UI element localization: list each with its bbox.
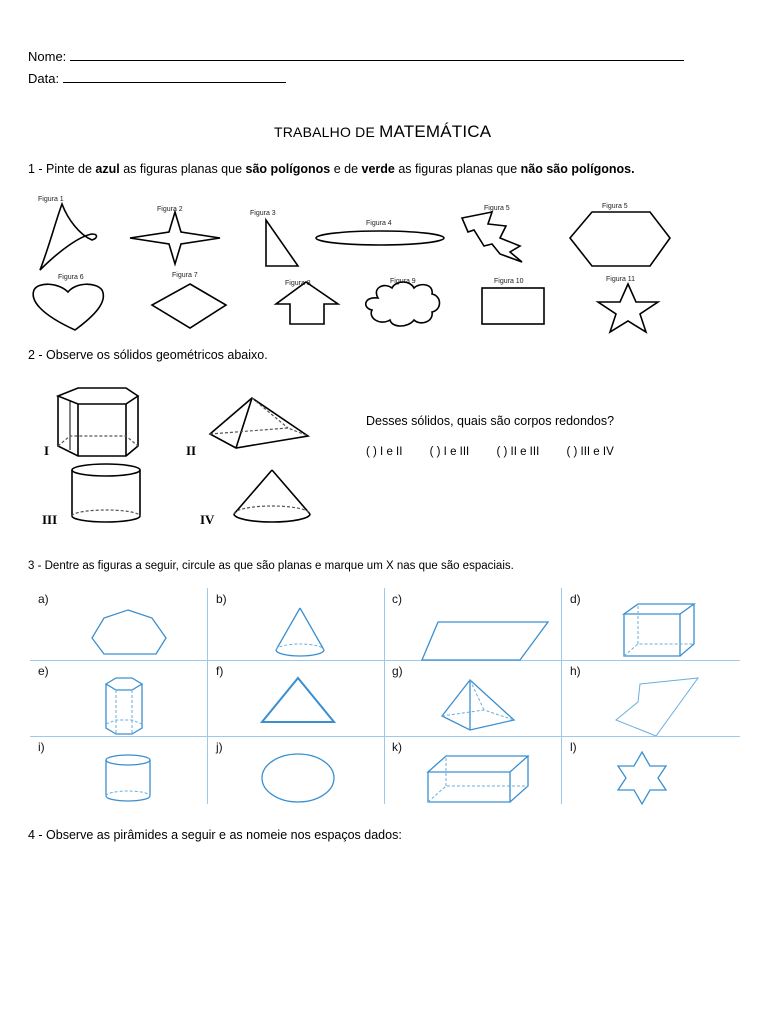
q1-text-4: as figuras planas que [394, 162, 521, 176]
cell-label-k: k) [392, 740, 402, 754]
figure-6-label-top: Figura 5 [602, 203, 628, 210]
figure-10-label: Figura 10 [494, 278, 524, 285]
figure-4-shape [316, 231, 444, 245]
figure-7-diamond-shape [152, 284, 226, 328]
question-4: 4 - Observe as pirâmides a seguir e as nomeie nos espaços dados: [28, 828, 402, 842]
shape-g-pyramid [442, 680, 514, 730]
figure-3-label: Figura 3 [250, 210, 276, 217]
q1-bold-nao-sao-poligonos: não são polígonos. [520, 162, 635, 176]
cell-label-j: j) [216, 740, 223, 754]
q1-bold-azul: azul [95, 162, 120, 176]
q1-bold-sao-poligonos: são polígonos [245, 162, 331, 176]
name-blank[interactable] [70, 48, 684, 61]
roman-iii: III [42, 512, 58, 527]
option-ii-iii[interactable]: ( ) II e III [496, 446, 540, 458]
cell-label-i: i) [38, 740, 45, 754]
question-1 [28, 162, 635, 176]
figure-1-label: Figura 1 [38, 196, 64, 203]
solid-pyramid [210, 398, 308, 448]
q2-question: Desses sólidos, quais são corpos redondos? [366, 414, 615, 428]
figure-9-cloud-shape [366, 282, 440, 326]
shape-f-triangle [262, 678, 334, 722]
name-line[interactable] [28, 48, 684, 64]
figure-1-shape [40, 204, 97, 270]
shape-b-cone [276, 608, 324, 656]
shape-e-prism [106, 678, 142, 734]
figure-5-shape [462, 212, 522, 262]
shape-k-box [428, 756, 528, 802]
shape-j-ellipse [262, 754, 334, 802]
shape-a-heptagon [92, 610, 166, 654]
shape-l-star [618, 752, 666, 804]
roman-iv: IV [200, 512, 215, 527]
shape-d-cube [624, 604, 694, 656]
title-subject: MATEMÁTICA [379, 122, 492, 141]
page-title [274, 122, 491, 142]
cell-label-a: a) [38, 592, 49, 606]
shape-i-cylinder [106, 755, 150, 801]
q3-figures-drawing [0, 580, 768, 810]
figure-6-label: Figura 6 [58, 274, 84, 281]
figure-2-label: Figura 2 [157, 206, 183, 213]
date-line[interactable] [28, 70, 286, 86]
solid-cylinder [72, 464, 140, 522]
question-3: 3 - Dentre as figuras a seguir, circule as que são planas e marque um X nas que são espaciais. [28, 560, 514, 572]
q2-options [366, 446, 614, 458]
shape-h-polygon [616, 678, 698, 736]
cell-label-b: b) [216, 592, 227, 606]
figure-11-label: Figura 11 [606, 276, 636, 283]
q1-bold-verde: verde [361, 162, 395, 176]
figure-6-heart-shape [33, 284, 103, 330]
option-iii-iv[interactable]: ( ) III e IV [566, 446, 614, 458]
option-i-ii[interactable]: ( ) I e II [366, 446, 403, 458]
q1-text-1: 1 - Pinte de [28, 162, 96, 176]
figure-9-label: Figura 9 [390, 278, 416, 285]
date-label: Data: [28, 71, 60, 86]
q2-solids-drawing [30, 384, 360, 534]
cell-label-e: e) [38, 664, 49, 678]
roman-ii: II [186, 443, 197, 458]
figure-10-rect-shape [482, 288, 544, 324]
figure-11-star-shape [598, 284, 658, 332]
cell-label-l: l) [570, 740, 577, 754]
solid-hexagonal-prism [58, 388, 138, 456]
figure-3-shape [266, 220, 298, 266]
title-prefix: TRABALHO DE [274, 124, 380, 140]
figure-8-arrow-shape [276, 282, 338, 324]
option-i-iii[interactable]: ( ) I e III [429, 446, 470, 458]
name-label: Nome: [28, 49, 67, 64]
figure-7-label: Figura 7 [172, 272, 198, 279]
q1-text-3: e de [330, 162, 362, 176]
figure-2-shape [130, 212, 220, 264]
date-blank[interactable] [63, 70, 286, 83]
cell-label-h: h) [570, 664, 581, 678]
q1-figures-drawing [0, 190, 768, 350]
cell-label-c: c) [392, 592, 402, 606]
question-2: 2 - Observe os sólidos geométricos abaixo. [28, 348, 268, 362]
figure-5-label: Figura 5 [484, 205, 510, 212]
roman-i: I [44, 443, 50, 458]
cell-label-f: f) [216, 664, 224, 678]
figure-8-label: Figura 8 [285, 280, 311, 287]
shape-c-parallelogram [422, 622, 548, 660]
cell-label-d: d) [570, 592, 581, 606]
q1-text-2: as figuras planas que [119, 162, 246, 176]
solid-cone [234, 470, 310, 522]
cell-label-g: g) [392, 664, 403, 678]
figure-hexagon-shape [570, 212, 670, 266]
figure-4-label: Figura 4 [366, 220, 392, 227]
